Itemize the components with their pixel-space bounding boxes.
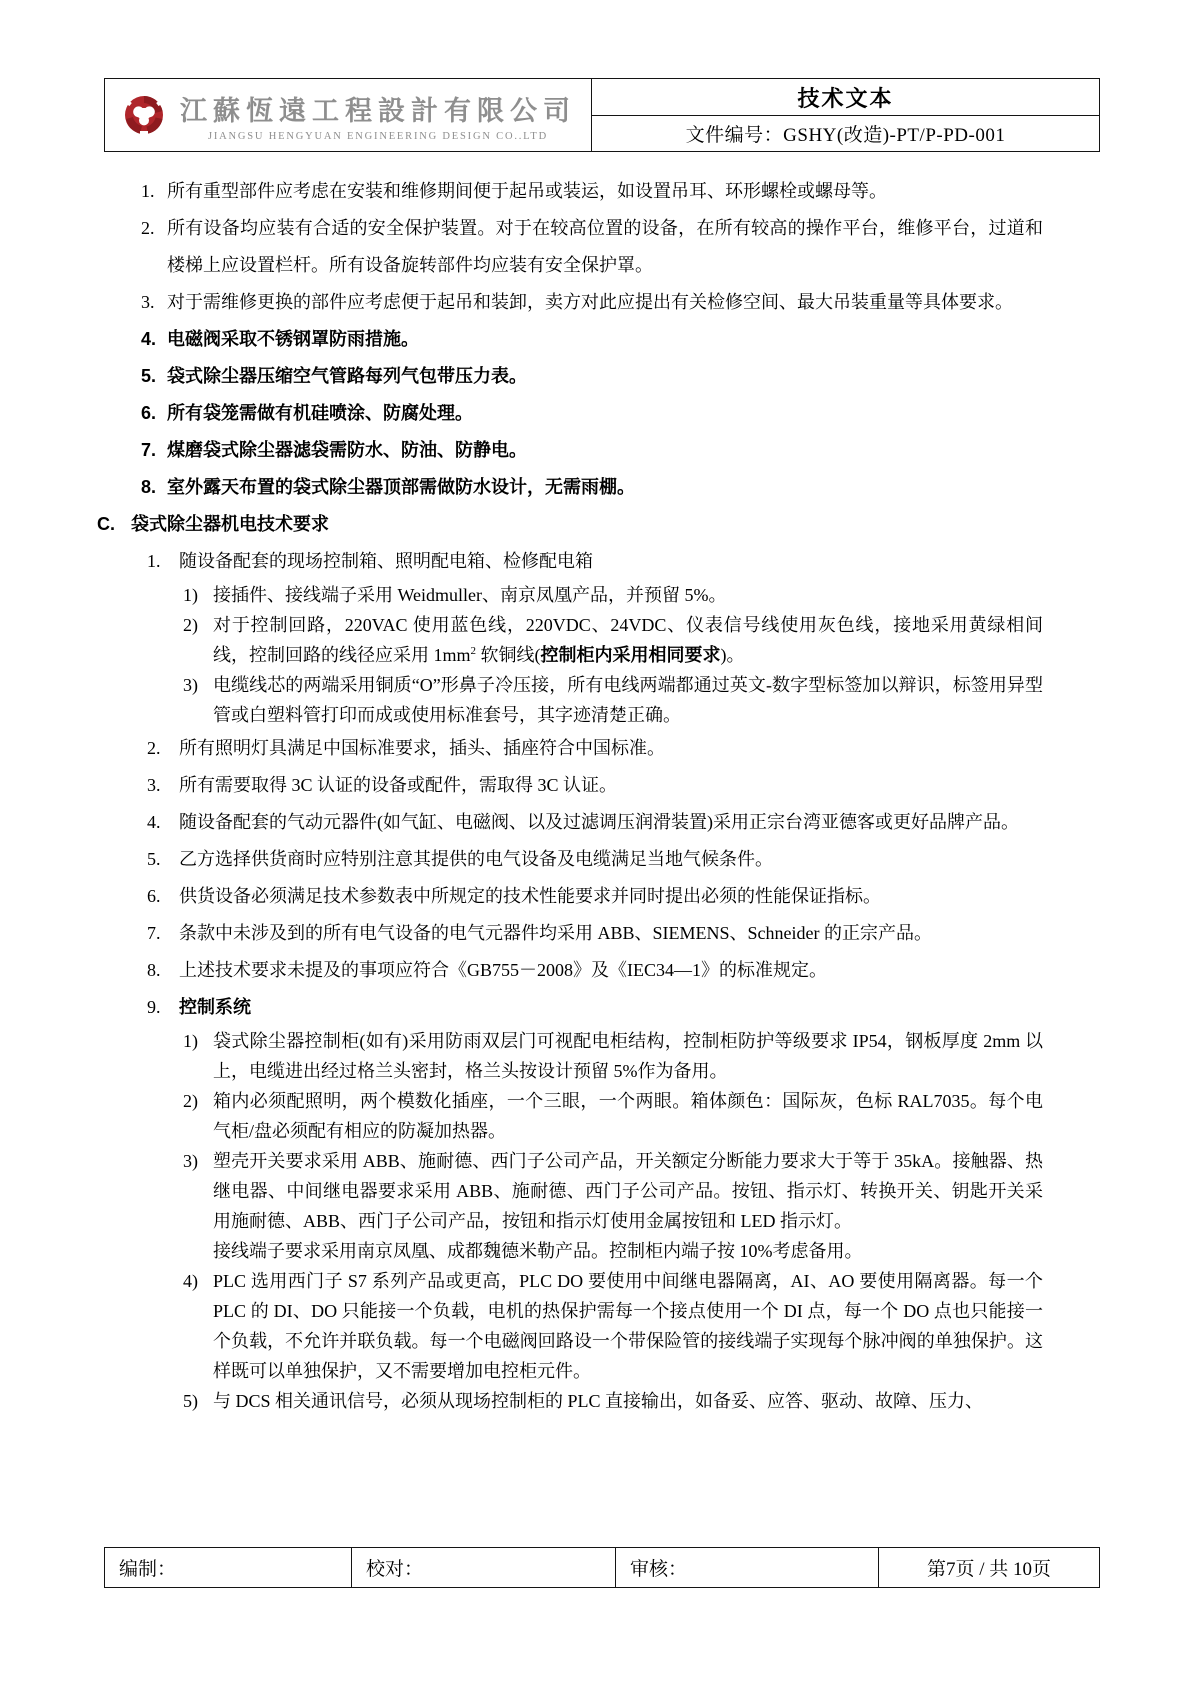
- sub-list-item: [97, 1086, 1043, 1146]
- company-block: [105, 79, 592, 151]
- footer-reviewed-cell: [616, 1548, 879, 1587]
- list-item-text: 所有需要取得 3C 认证的设备或配件，需取得 3C 认证。: [179, 775, 618, 795]
- list-item-text: 电缆线芯的两端采用铜质“O”形鼻子冷压接，所有电线两端都通过英文-数字型标签加以辩识，标签用异型管或白塑料管打印而成或使用标准套号，其字迹清楚正确。: [213, 675, 1043, 725]
- list-item-number: 7.: [147, 923, 161, 943]
- list-item: [97, 804, 1043, 841]
- footer-prepared-label: 编制：: [119, 1559, 177, 1580]
- text-segment: )。: [720, 645, 745, 665]
- subsection-heading-title: 控制系统: [179, 997, 251, 1017]
- list-item-text: 与 DCS 相关通讯信号，必须从现场控制柜的 PLC 直接输出，如备妥、应答、驱动、故障、压力、: [213, 1391, 984, 1411]
- footer-checked-label: 校对：: [366, 1559, 424, 1580]
- list-item-text: 对于需维修更换的部件应考虑便于起吊和装卸，卖方对此应提出有关检修空间、最大吊装重量等具体要求。: [167, 292, 1013, 312]
- list-item-text: 所有重型部件应考虑在安装和维修期间便于起吊或装运，如设置吊耳、环形螺栓或螺母等。: [167, 181, 887, 201]
- text-segment: 对于控制回路，220VAC 使用蓝色线，220VDC、24VDC、仪表信号线使用灰色线，接地采用黄绿相间线，控制回路的线径应采用 1mm: [213, 615, 1043, 665]
- sub-list-item: [97, 1266, 1043, 1386]
- list-item-text: 袋式除尘器压缩空气管路每列气包带压力表。: [167, 366, 527, 386]
- list-item-number: 8.: [147, 960, 161, 980]
- doc-number-value: GSHY(改造)-PT/P-PD-001: [783, 125, 1006, 146]
- list-item: [97, 543, 1043, 580]
- list-item-number: 6.: [141, 403, 157, 423]
- list-item-text: [213, 610, 1043, 670]
- list-item-number: 2.: [141, 218, 155, 238]
- list-item-number: 5.: [141, 366, 157, 386]
- sub-list-item: [97, 1146, 1043, 1236]
- page-number: 第7页 / 共 10页: [926, 1559, 1052, 1580]
- doc-type-title: 技术文本: [592, 79, 1099, 116]
- list-item-text: 塑壳开关要求采用 ABB、施耐德、西门子公司产品，开关额定分断能力要求大于等于 35kA。接触器、热继电器、中间继电器要求采用 ABB、施耐德、西门子公司产品。按钮、指示灯、转换开关、钥匙开关采用施耐德、ABB、西门子公司产品，按钮和指示灯使用金属按钮和 LED 指示灯。: [213, 1151, 1043, 1231]
- section-heading-title: 袋式除尘器机电技术要求: [131, 514, 329, 534]
- list-item-text: 所有照明灯具满足中国标准要求，插头、插座符合中国标准。: [179, 738, 665, 758]
- bold-text-segment: 控制柜内采用相同要求: [540, 645, 721, 665]
- list-item-text: 所有袋笼需做有机硅喷涂、防腐处理。: [167, 403, 473, 423]
- footer-checked-cell: [352, 1548, 616, 1587]
- company-name-cn: 江蘇恆遠工程設計有限公司: [180, 95, 576, 126]
- list-item: [97, 878, 1043, 915]
- list-item-text: 接插件、接线端子采用 Weidmuller、南京凤凰产品，并预留 5%。: [213, 585, 727, 605]
- section-heading: [97, 506, 1043, 543]
- header-right: [592, 79, 1099, 151]
- document-body: [97, 173, 1043, 1416]
- sub-list-item: [97, 1026, 1043, 1086]
- list-item-text: 电磁阀采取不锈钢罩防雨措施。: [167, 329, 419, 349]
- list-item: [97, 395, 1043, 432]
- list-item-number: 1.: [147, 551, 161, 571]
- list-item: [97, 358, 1043, 395]
- list-item-text: 随设备配套的气动元器件(如气缸、电磁阀、以及过滤调压润滑装置)采用正宗台湾亚德客或更好品牌产品。: [179, 812, 1019, 832]
- list-item-number: 3): [183, 675, 198, 695]
- list-item-text: 接线端子要求采用南京凤凰、成都魏德米勒产品。控制柜内端子按 10%考虑备用。: [213, 1241, 863, 1261]
- sub-list-item: [97, 1386, 1043, 1416]
- company-name-en: JIANGSU HENGYUAN ENGINEERING DESIGN CO..LTD: [207, 130, 549, 142]
- company-logo-icon: [120, 91, 168, 139]
- list-item-number: 2): [183, 1091, 198, 1111]
- list-item-text: 煤磨袋式除尘器滤袋需防水、防油、防静电。: [167, 440, 527, 460]
- list-item: [97, 915, 1043, 952]
- footer-prepared-cell: [105, 1548, 352, 1587]
- list-item-text: 室外露天布置的袋式除尘器顶部需做防水设计，无需雨棚。: [167, 477, 635, 497]
- list-item-text: 随设备配套的现场控制箱、照明配电箱、检修配电箱: [179, 551, 593, 571]
- list-item-number: 1.: [141, 181, 155, 201]
- list-item-text: 供货设备必须满足技术参数表中所规定的技术性能要求并同时提出必须的性能保证指标。: [179, 886, 881, 906]
- list-item-number: 4.: [147, 812, 161, 832]
- footer-table: [104, 1547, 1100, 1588]
- list-item-text: 上述技术要求未提及的事项应符合《GB755－2008》及《IEC34—1》的标准规定。: [179, 960, 827, 980]
- list-item: [97, 952, 1043, 989]
- sub-list-item: [97, 580, 1043, 610]
- list-item-number: 5): [183, 1391, 198, 1411]
- list-item-text: PLC 选用西门子 S7 系列产品或更高，PLC DO 要使用中间继电器隔离，AI、AO 要使用隔离器。每一个 PLC 的 DI、DO 只能接一个负载，电机的热保护需每一个接点使用一个 DI 点，每一个 DO 点也只能接一个负载，不允许并联负载。每一个电磁阀回路设一个带保险管的接线端子实现每个脉冲阀的单独保护。这样既可以单独保护，又不需要增加电控柜元件。: [213, 1271, 1043, 1381]
- doc-number: [592, 116, 1099, 151]
- list-item: [97, 432, 1043, 469]
- list-item: [97, 841, 1043, 878]
- list-item-text: 箱内必须配照明，两个模数化插座，一个三眼，一个两眼。箱体颜色：国际灰，色标 RAL7035。每个电气柜/盘必须配有相应的防凝加热器。: [213, 1091, 1043, 1141]
- list-item-text: 条款中未涉及到的所有电气设备的电气元器件均采用 ABB、SIEMENS、Schneider 的正宗产品。: [179, 923, 932, 943]
- list-item-text: 乙方选择供货商时应特别注意其提供的电气设备及电缆满足当地气候条件。: [179, 849, 773, 869]
- list-item-number: 2): [183, 615, 198, 635]
- list-item: [97, 284, 1043, 321]
- header-table: [104, 78, 1100, 152]
- sub-list-item: [97, 610, 1043, 670]
- continuation-paragraph: [213, 1236, 1043, 1266]
- list-item-number: 4): [183, 1271, 198, 1291]
- footer-page-cell: [879, 1548, 1099, 1587]
- list-item: [97, 173, 1043, 210]
- list-item: [97, 469, 1043, 506]
- list-item-number: 6.: [147, 886, 161, 906]
- list-item-text: 所有设备均应装有合适的安全保护装置。对于在较高位置的设备，在所有较高的操作平台，维修平台，过道和楼梯上应设置栏杆。所有设备旋转部件均应装有安全保护罩。: [167, 218, 1043, 275]
- section-heading-number: C.: [97, 514, 115, 534]
- list-item-number: 9.: [147, 997, 161, 1017]
- list-item-number: 7.: [141, 440, 157, 460]
- list-item: [97, 210, 1043, 284]
- list-item-number: 2.: [147, 738, 161, 758]
- list-item-number: 3.: [141, 292, 155, 312]
- list-item-number: 5.: [147, 849, 161, 869]
- list-item-text: 袋式除尘器控制柜(如有)采用防雨双层门可视配电柜结构，控制柜防护等级要求 IP54，钢板厚度 2mm 以上，电缆进出经过格兰头密封，格兰头按设计预留 5%作为备用。: [213, 1031, 1043, 1081]
- sub-list-item: [97, 670, 1043, 730]
- list-item: [97, 321, 1043, 358]
- list-item-number: 3.: [147, 775, 161, 795]
- superscript: 2: [470, 645, 477, 657]
- subsection-heading: [97, 989, 1043, 1026]
- list-item: [97, 730, 1043, 767]
- footer-reviewed-label: 审核：: [630, 1559, 688, 1580]
- list-item-number: 1): [183, 585, 198, 605]
- list-item-number: 8.: [141, 477, 157, 497]
- text-segment: 软铜线(: [476, 645, 541, 665]
- list-item: [97, 767, 1043, 804]
- list-item-number: 4.: [141, 329, 157, 349]
- doc-number-label: 文件编号：: [685, 125, 784, 146]
- company-names: [180, 89, 576, 142]
- list-item-number: 1): [183, 1031, 198, 1051]
- list-item-number: 3): [183, 1151, 198, 1171]
